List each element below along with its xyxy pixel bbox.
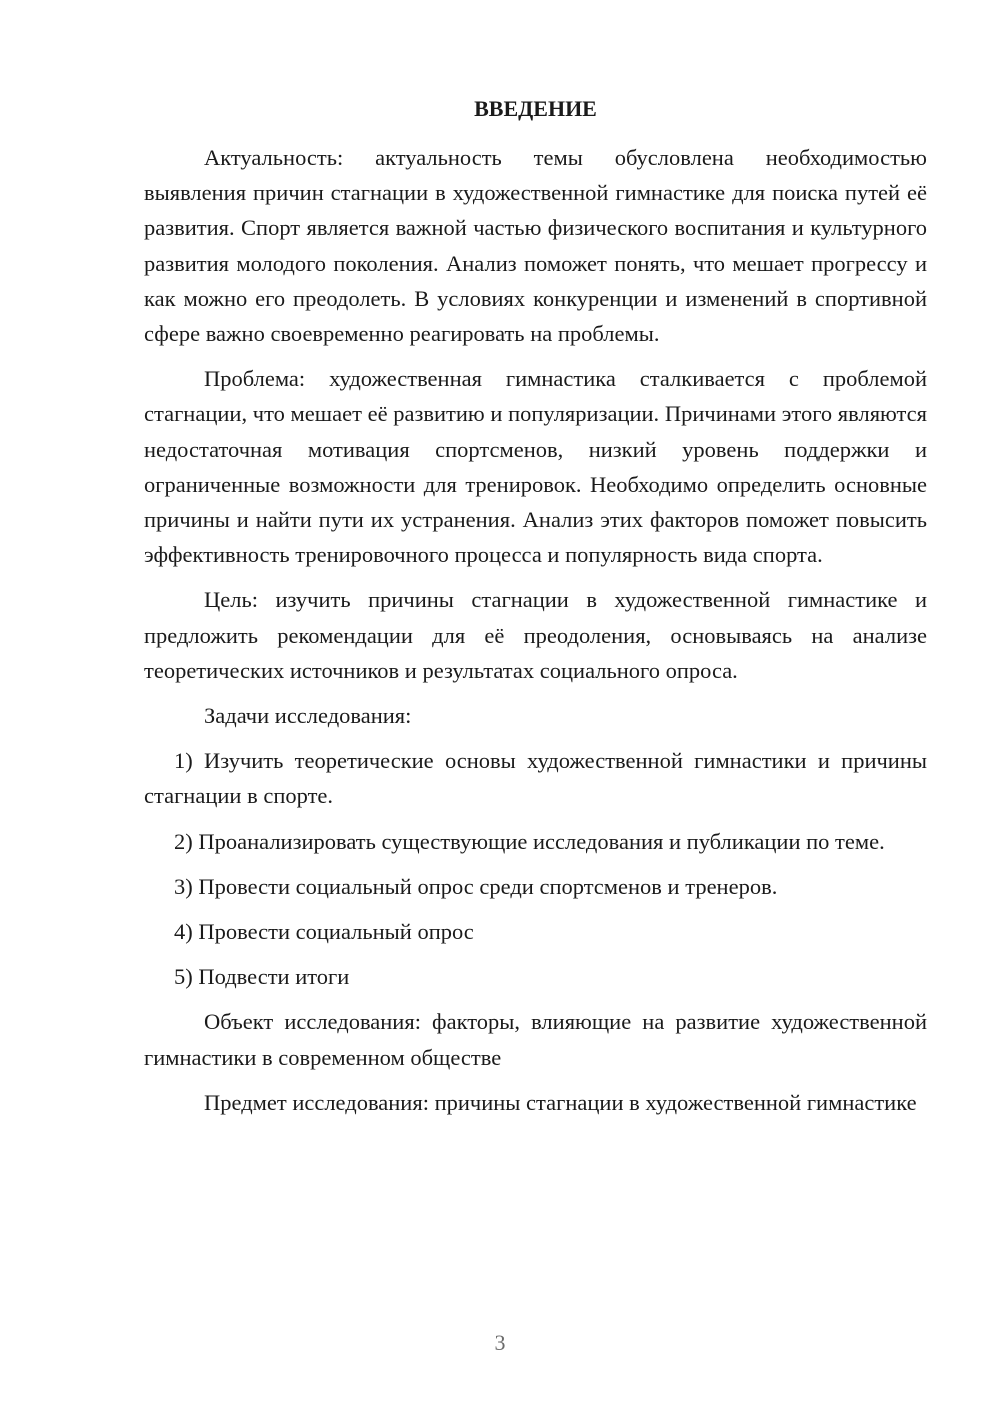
- task-item-4: 4) Провести социальный опрос: [174, 919, 474, 945]
- goal-paragraph: Цель: изучить причины стагнации в художественной гимнастике и предложить рекомендации для её преодоления, основываясь на анализе теоретических источников и результатах социального опроса.: [144, 587, 927, 683]
- page-number: 3: [494, 1330, 506, 1355]
- task-item-2: 2) Проанализировать существующие исследования и публикации по теме.: [174, 828, 885, 854]
- document-page: [144, 92, 927, 1130]
- task-item-3: 3) Провести социальный опрос среди спортсменов и тренеров.: [174, 873, 778, 899]
- task-item-1: 1) Изучить теоретические основы художественной гимнастики и причины стагнации в спорте.: [144, 748, 927, 809]
- tasks-title: Задачи исследования:: [204, 703, 412, 729]
- relevance-paragraph: Актуальность: актуальность темы обусловлена необходимостью выявления причин стагнации в художественной гимнастике для поиска путей её развития. Спорт является важной частью физического воспитания и культурного развития молодого поколения. Анализ поможет понять, что мешает прогрессу и как можно его преодолеть. В условиях конкуренции и изменений в спортивной сфере важно своевременно реагировать на проблемы.: [144, 145, 927, 347]
- page-title: ВВЕДЕНИЕ: [474, 96, 597, 121]
- task-item-5: 5) Подвести итоги: [174, 964, 350, 990]
- problem-paragraph: Проблема: художественная гимнастика сталкивается с проблемой стагнации, что мешает её развитию и популяризации. Причинами этого являются недостаточная мотивация спортсменов, низкий уровень поддержки и ограниченные возможности для тренировок. Необходимо определить основные причины и найти пути их устранения. Анализ этих факторов поможет повысить эффективность тренировочного процесса и популярность вида спорта.: [144, 366, 927, 568]
- object-paragraph: Объект исследования: факторы, влияющие на развитие художественной гимнастики в современном обществе: [144, 1009, 927, 1070]
- subject-paragraph: Предмет исследования: причины стагнации в художественной гимнастике: [204, 1089, 917, 1115]
